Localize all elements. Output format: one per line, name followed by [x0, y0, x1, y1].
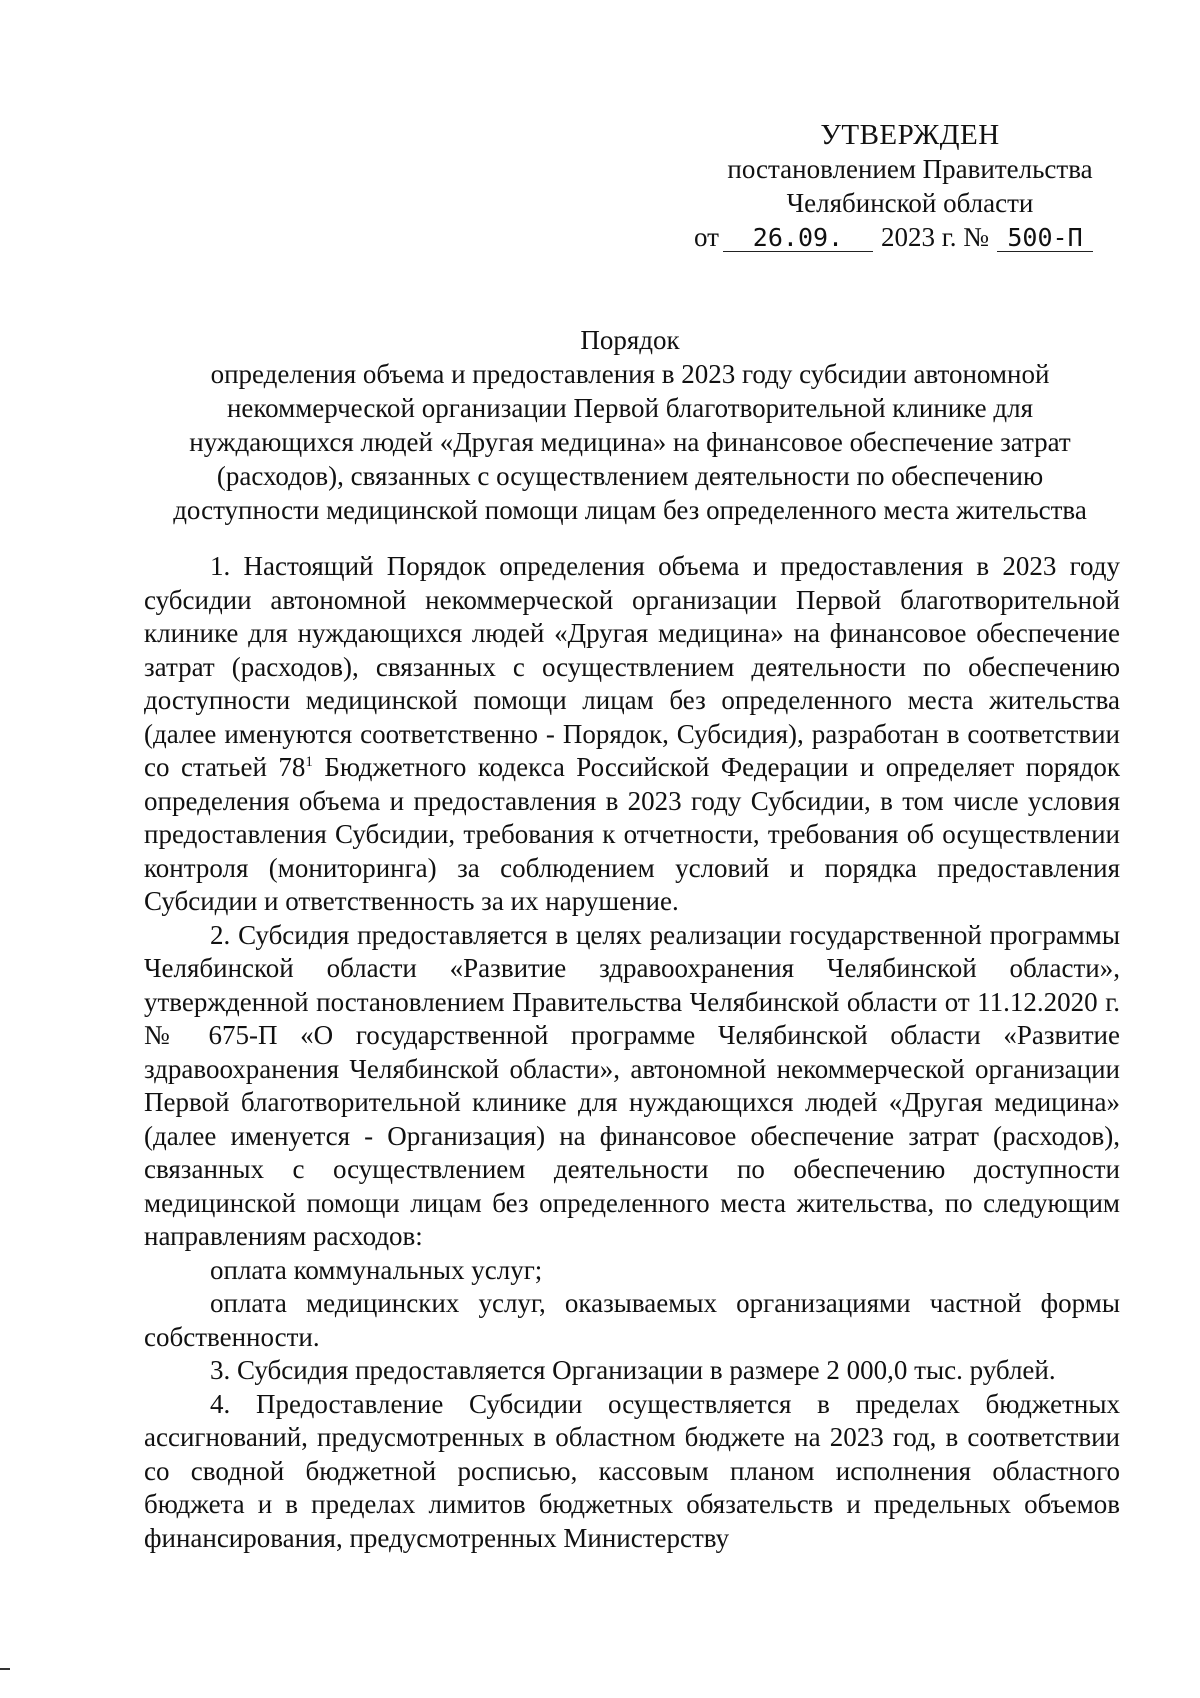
- list-item: оплата медицинских услуг, оказываемых организациями частной формы собственности.: [144, 1288, 1120, 1352]
- approval-date-line: [680, 220, 1120, 254]
- approval-block: [694, 118, 1120, 254]
- title-line: доступности медицинской помощи лицам без определенного места жительства: [173, 495, 1087, 525]
- document-title: [140, 323, 1120, 527]
- paragraph-3: 3. Субсидия предоставляется Организации в размере 2 000,0 тыс. рублей.: [210, 1355, 1056, 1385]
- title-line: определения объема и предоставления в 2023 году субсидии автономной: [210, 359, 1050, 389]
- scan-edge-mark: [0, 1668, 10, 1670]
- title-line: (расходов), связанных с осуществлением деятельности по обеспечению: [216, 461, 1044, 491]
- paragraph-1-text-b: Бюджетного кодекса Российской Федерации и определяет порядок определения объема и предоставления в 2023 году Субсидии, в том числе условия предоставления Субсидии, требования к отчетности, требования об осуществлении контроля (мониторинга) за соблюдением условий и порядка предоставления Субсидии и ответственность за их нарушение.: [144, 752, 1120, 916]
- date-prefix: от: [694, 222, 719, 252]
- approval-line-1: постановлением Правительства: [727, 154, 1093, 184]
- title-line: нуждающихся людей «Другая медицина» на финансовое обеспечение затрат: [189, 427, 1071, 457]
- approval-line-2: Челябинской области: [786, 188, 1034, 218]
- title-line: некоммерческой организации Первой благотворительной клинике для: [226, 393, 1034, 423]
- document-body: [144, 550, 1120, 1555]
- number-field: 500-П: [997, 225, 1093, 252]
- approval-stamp: УТВЕРЖДЕН: [820, 119, 1000, 151]
- list-item: оплата коммунальных услуг;: [210, 1254, 543, 1285]
- paragraph-4: 4. Предоставление Субсидии осуществляется в пределах бюджетных ассигнований, предусмотренных в областном бюджете на 2023 год, в соответствии со сводной бюджетной росписью, кассовым планом исполнения областного бюджета и в пределах лимитов бюджетных обязательств и предельных объемов финансирования, предусмотренных Министерству: [144, 1388, 1120, 1553]
- title-heading: Порядок: [580, 325, 680, 355]
- date-year: 2023 г. №: [880, 222, 989, 252]
- article-superscript: 1: [305, 754, 313, 770]
- paragraph-1: [144, 550, 1120, 919]
- paragraph-2: 2. Субсидия предоставляется в целях реализации государственной программы Челябинской области «Развитие здравоохранения Челябинской области», утвержденной постановлением Правительства Челябинской области от 11.12.2020 г. № 675-П «О государственной программе Челябинской области «Развитие здравоохранения Челябинской области», автономной некоммерческой организации Первой благотворительной клинике для нуждающихся людей «Другая медицина» (далее именуется - Организация) на финансовое обеспечение затрат (расходов), связанных с осуществлением деятельности по обеспечению доступности медицинской помощи лицам без определенного места жительства, по следующим направлениям расходов:: [144, 919, 1120, 1251]
- date-field: 26.09.: [723, 225, 873, 252]
- paragraph-1-text-a: 1. Настоящий Порядок определения объема и предоставления в 2023 году субсидии автономной некоммерческой организации Первой благотворительной клинике для нуждающихся людей «Другая медицина» на финансовое обеспечение затрат (расходов), связанных с осуществлением деятельности по обеспечению доступности медицинской помощи лицам без определенного места жительства (далее именуются соответственно - Порядок, Субсидия), разработан в соответствии со статьей 78: [144, 551, 1120, 782]
